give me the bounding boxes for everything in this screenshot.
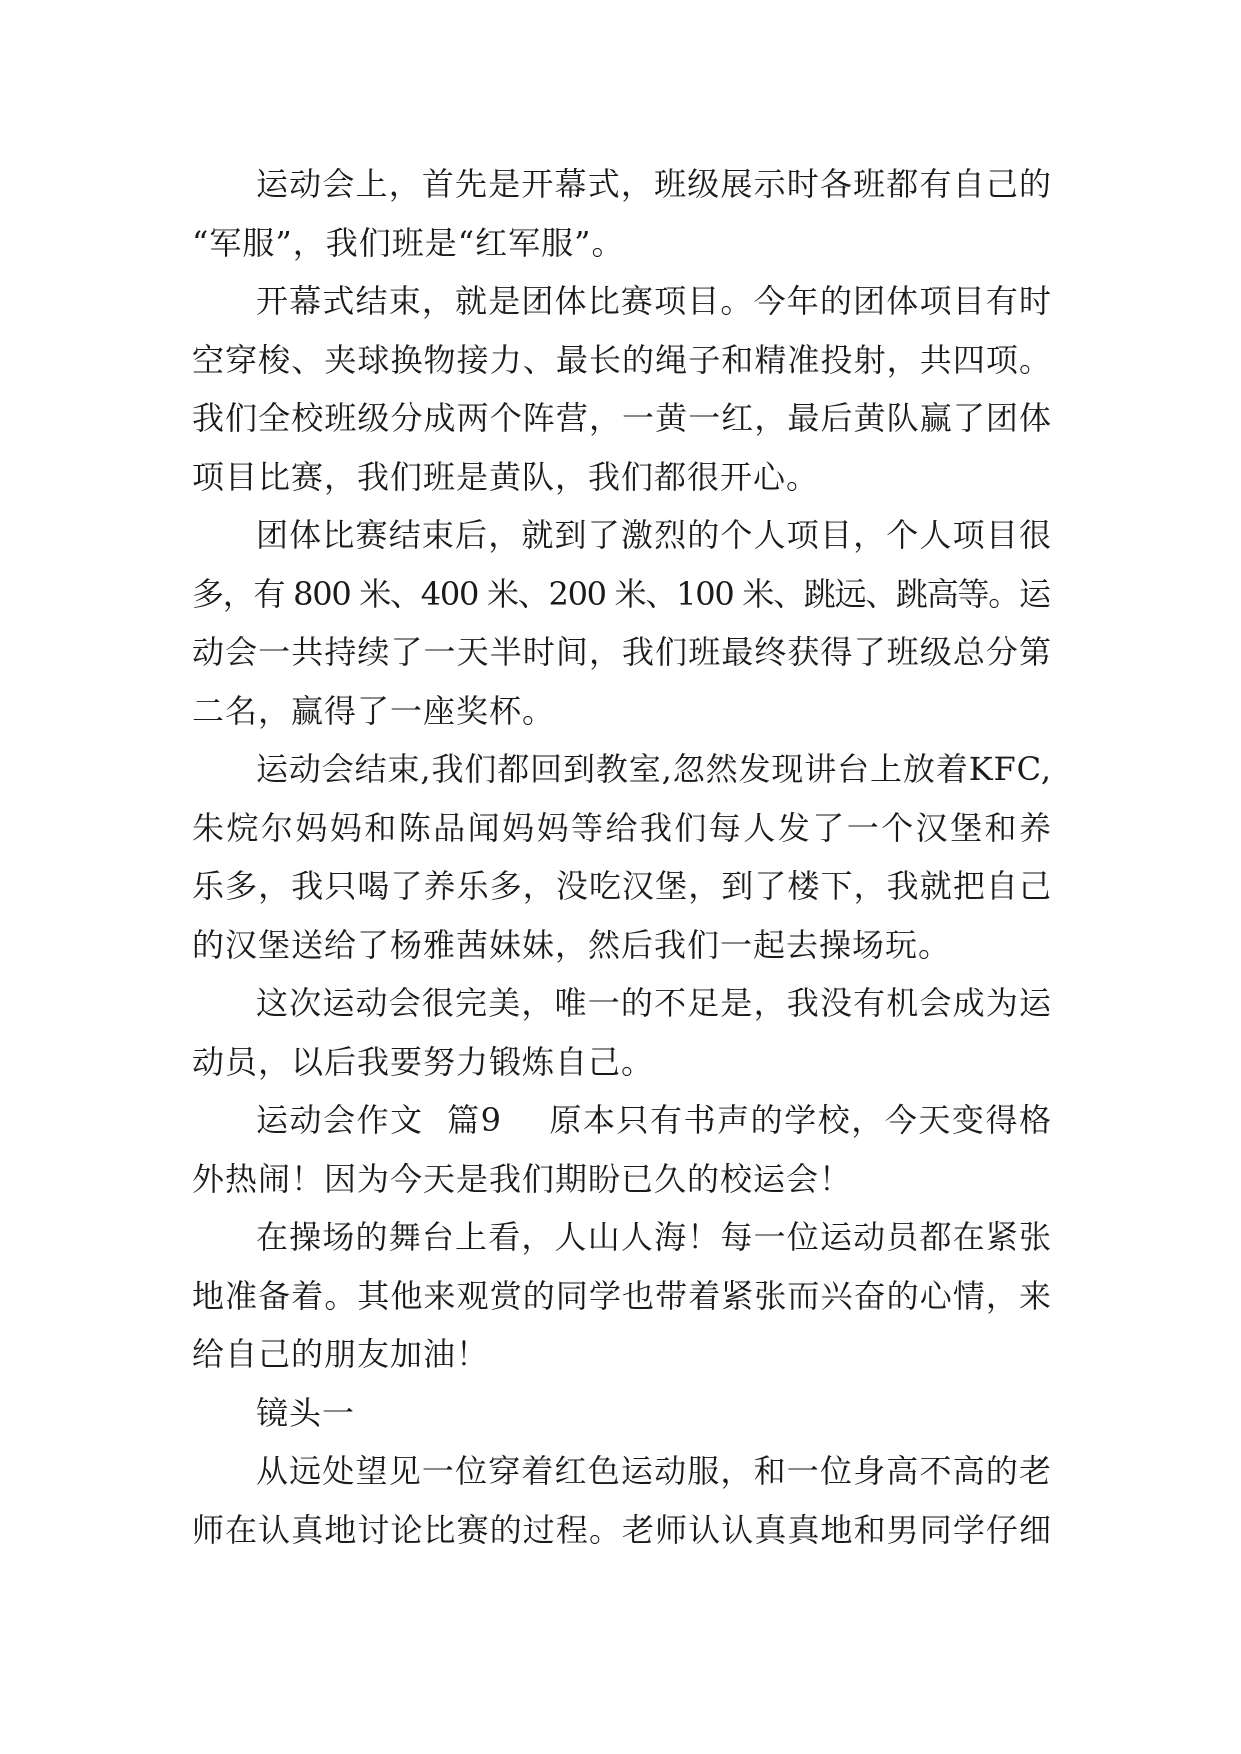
document-body xyxy=(192,155,1054,1559)
paragraph xyxy=(192,974,1051,1091)
text-line: 空穿梭、夹球换物接力、最长的绳子和精准投射，共四项。 xyxy=(192,340,1053,379)
text-line: 乐多，我只喝了养乐多，没吃汉堡，到了楼下，我就把自己 xyxy=(192,867,1053,905)
text-line: 从远处望见一位穿着红色运动服，和一位身高不高的老 xyxy=(256,1452,1053,1490)
text-line: 外热闹！因为今天是我们期盼已久的校运会！ xyxy=(192,1159,853,1198)
text-line: 的汉堡送给了杨雅茜妹妹，然后我们一起去操场玩。 xyxy=(192,925,952,964)
paragraph xyxy=(192,272,1051,506)
text-line: 运动会结束,我们都回到教室,忽然发现讲台上放着KFC, xyxy=(256,750,1052,788)
text-line: 在操场的舞台上看，人山人海！每一位运动员都在紧张 xyxy=(256,1218,1053,1256)
paragraph xyxy=(192,1384,1051,1443)
text-line: 我们全校班级分成两个阵营，一黄一红，最后黄队赢了团体 xyxy=(192,399,1053,437)
text-line: 这次运动会很完美，唯一的不足是，我没有机会成为运 xyxy=(256,984,1053,1022)
paragraph xyxy=(192,506,1051,740)
text-line: 项目比赛，我们班是黄队，我们都很开心。 xyxy=(192,457,820,496)
text-line: 朱烷尔妈妈和陈品闻妈妈等给我们每人发了一个汉堡和养 xyxy=(192,808,1054,847)
paragraph xyxy=(192,1208,1051,1384)
text-line: 地准备着。其他来观赏的同学也带着紧张而兴奋的心情，来 xyxy=(192,1276,1053,1315)
text-line: 团体比赛结束后，就到了激烈的个人项目，个人项目很 xyxy=(256,516,1053,554)
text-line: 给自己的朋友加油！ xyxy=(192,1335,490,1373)
text-line: 动员，以后我要努力锻炼自己。 xyxy=(192,1042,655,1081)
paragraph xyxy=(192,740,1054,974)
text-line: 多，有 800 米、400 米、200 米、100 米、跳远、跳高等。运 xyxy=(192,574,1050,613)
text-line: 动会一共持续了一天半时间，我们班最终获得了班级总分第 xyxy=(192,633,1053,671)
paragraph xyxy=(192,1091,1051,1208)
text-line: 师在认真地讨论比赛的过程。老师认认真真地和男同学仔细 xyxy=(192,1510,1053,1549)
text-line: 镜头一 xyxy=(256,1393,356,1432)
text-line: 开幕式结束，就是团体比赛项目。今年的团体项目有时 xyxy=(256,282,1053,320)
text-line: 二名，赢得了一座奖杯。 xyxy=(192,691,556,730)
paragraph xyxy=(192,155,1051,272)
paragraph xyxy=(192,1442,1051,1559)
text-line: “军服”，我们班是“红军服”。 xyxy=(192,223,625,262)
text-line: 运动会作文 篇9 原本只有书声的学校，今天变得格 xyxy=(256,1101,1053,1139)
text-line: 运动会上，首先是开幕式，班级展示时各班都有自己的 xyxy=(256,165,1053,203)
